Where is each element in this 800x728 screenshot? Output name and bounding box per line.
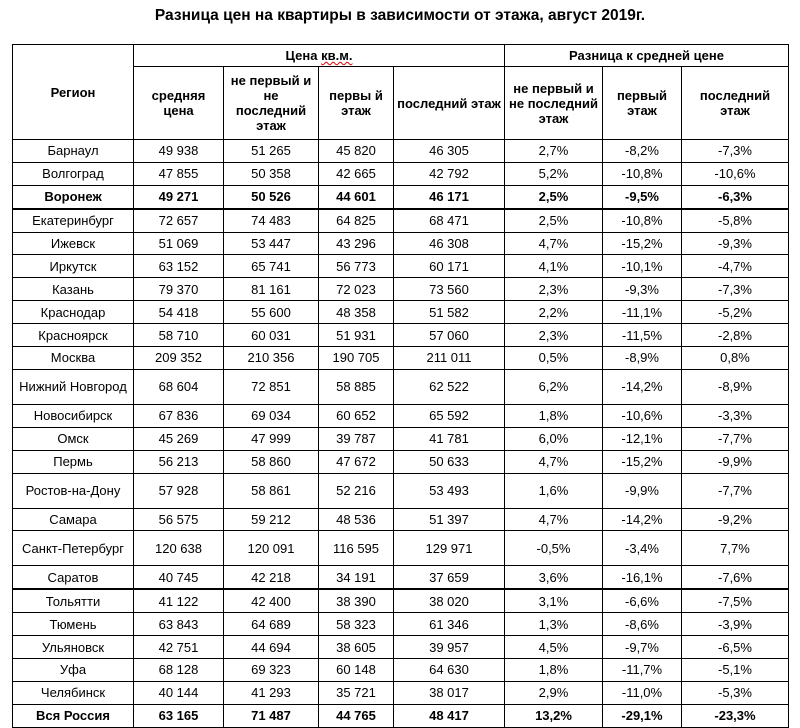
- diff-first-cell: -9,7%: [603, 636, 682, 659]
- page-title: Разница цен на квартиры в зависимости от этажа, август 2019г.: [154, 7, 646, 24]
- diff-first-cell: -8,9%: [603, 347, 682, 370]
- avg-price-cell: 63 843: [134, 613, 224, 636]
- diff-mid-cell: 2,2%: [505, 301, 603, 324]
- last-floor-price-cell: 48 417: [394, 704, 505, 727]
- diff-last-cell: -5,2%: [682, 301, 789, 324]
- diff-first-cell: -12,1%: [603, 427, 682, 450]
- diff-mid-cell: 13,2%: [505, 704, 603, 727]
- mid-floor-price-cell: 74 483: [224, 209, 319, 232]
- region-cell: Пермь: [13, 450, 134, 473]
- table-row: [13, 301, 789, 324]
- avg-price-cell: 56 213: [134, 450, 224, 473]
- diff-mid-cell: 1,8%: [505, 659, 603, 682]
- table-row: [13, 404, 789, 427]
- diff-last-cell: -8,9%: [682, 369, 789, 404]
- mid-floor-price-cell: 69 323: [224, 659, 319, 682]
- mid-floor-price-cell: 120 091: [224, 531, 319, 566]
- diff-first-cell: -6,6%: [603, 589, 682, 612]
- last-floor-price-cell: 38 020: [394, 589, 505, 612]
- first-floor-price-cell: 190 705: [319, 347, 394, 370]
- table-row: [13, 704, 789, 727]
- last-floor-price-cell: 65 592: [394, 404, 505, 427]
- first-floor-price-cell: 48 536: [319, 508, 394, 531]
- last-floor-price-cell: 41 781: [394, 427, 505, 450]
- diff-mid-cell: 3,1%: [505, 589, 603, 612]
- mid-floor-price-cell: 41 293: [224, 681, 319, 704]
- diff-first-cell: -11,5%: [603, 324, 682, 347]
- first-floor-price-cell: 47 672: [319, 450, 394, 473]
- first-floor-price-cell: 43 296: [319, 232, 394, 255]
- diff-last-cell: -7,5%: [682, 589, 789, 612]
- table-row: [13, 681, 789, 704]
- region-cell: Красноярск: [13, 324, 134, 347]
- avg-price-cell: 57 928: [134, 473, 224, 508]
- table-row: [13, 140, 789, 163]
- table-row: [13, 566, 789, 589]
- first-floor-price-cell: 45 820: [319, 140, 394, 163]
- avg-price-cell: 40 745: [134, 566, 224, 589]
- first-floor-price-cell: 56 773: [319, 255, 394, 278]
- table-row: [13, 347, 789, 370]
- diff-first-cell: -10,8%: [603, 162, 682, 185]
- diff-last-cell: -2,8%: [682, 324, 789, 347]
- avg-price-cell: 209 352: [134, 347, 224, 370]
- diff-first-cell: -29,1%: [603, 704, 682, 727]
- diff-last-cell: 0,8%: [682, 347, 789, 370]
- diff-first-cell: -14,2%: [603, 508, 682, 531]
- diff-mid-cell: 2,5%: [505, 209, 603, 232]
- diff-first-cell: -14,2%: [603, 369, 682, 404]
- table-row: [13, 278, 789, 301]
- diff-last-cell: 7,7%: [682, 531, 789, 566]
- region-cell: Москва: [13, 347, 134, 370]
- first-floor-price-cell: 64 825: [319, 209, 394, 232]
- region-cell: Вся Россия: [13, 704, 134, 727]
- last-floor-price-cell: 46 305: [394, 140, 505, 163]
- diff-first-cell: -9,3%: [603, 278, 682, 301]
- table-row: [13, 209, 789, 232]
- region-cell: Тюмень: [13, 613, 134, 636]
- avg-price-cell: 41 122: [134, 589, 224, 612]
- region-cell: Тольятти: [13, 589, 134, 612]
- diff-first-cell: -9,9%: [603, 473, 682, 508]
- avg-price-cell: 68 128: [134, 659, 224, 682]
- diff-mid-cell: 4,7%: [505, 508, 603, 531]
- avg-price-cell: 63 165: [134, 704, 224, 727]
- first-floor-price-cell: 60 148: [319, 659, 394, 682]
- first-floor-price-cell: 58 323: [319, 613, 394, 636]
- diff-last-cell: -9,3%: [682, 232, 789, 255]
- header-price-unit: кв.м.: [321, 48, 353, 63]
- avg-price-cell: 79 370: [134, 278, 224, 301]
- diff-mid-cell: 4,5%: [505, 636, 603, 659]
- diff-first-cell: -16,1%: [603, 566, 682, 589]
- region-cell: Воронеж: [13, 185, 134, 208]
- avg-price-cell: 49 938: [134, 140, 224, 163]
- table-row: [13, 636, 789, 659]
- first-floor-price-cell: 42 665: [319, 162, 394, 185]
- region-cell: Новосибирск: [13, 404, 134, 427]
- diff-mid-cell: 1,3%: [505, 613, 603, 636]
- diff-mid-cell: 1,8%: [505, 404, 603, 427]
- first-floor-price-cell: 52 216: [319, 473, 394, 508]
- diff-first-cell: -9,5%: [603, 185, 682, 208]
- last-floor-price-cell: 68 471: [394, 209, 505, 232]
- table-row: [13, 427, 789, 450]
- table-row: [13, 255, 789, 278]
- mid-floor-price-cell: 64 689: [224, 613, 319, 636]
- last-floor-price-cell: 60 171: [394, 255, 505, 278]
- last-floor-price-cell: 73 560: [394, 278, 505, 301]
- region-cell: Волгоград: [13, 162, 134, 185]
- mid-floor-price-cell: 59 212: [224, 508, 319, 531]
- first-floor-price-cell: 51 931: [319, 324, 394, 347]
- diff-mid-cell: 2,3%: [505, 324, 603, 347]
- avg-price-cell: 49 271: [134, 185, 224, 208]
- diff-first-cell: -15,2%: [603, 450, 682, 473]
- diff-first-cell: -11,0%: [603, 681, 682, 704]
- region-cell: Уфа: [13, 659, 134, 682]
- diff-mid-cell: -0,5%: [505, 531, 603, 566]
- last-floor-price-cell: 64 630: [394, 659, 505, 682]
- mid-floor-price-cell: 72 851: [224, 369, 319, 404]
- mid-floor-price-cell: 81 161: [224, 278, 319, 301]
- diff-last-cell: -5,8%: [682, 209, 789, 232]
- diff-last-cell: -3,9%: [682, 613, 789, 636]
- diff-first-cell: -3,4%: [603, 531, 682, 566]
- diff-last-cell: -7,7%: [682, 473, 789, 508]
- mid-floor-price-cell: 42 400: [224, 589, 319, 612]
- header-diff-first: первый этаж: [603, 67, 682, 140]
- diff-mid-cell: 1,6%: [505, 473, 603, 508]
- mid-floor-price-cell: 53 447: [224, 232, 319, 255]
- avg-price-cell: 67 836: [134, 404, 224, 427]
- table-row: [13, 324, 789, 347]
- mid-floor-price-cell: 210 356: [224, 347, 319, 370]
- avg-price-cell: 54 418: [134, 301, 224, 324]
- diff-last-cell: -4,7%: [682, 255, 789, 278]
- diff-mid-cell: 2,5%: [505, 185, 603, 208]
- last-floor-price-cell: 46 171: [394, 185, 505, 208]
- first-floor-price-cell: 39 787: [319, 427, 394, 450]
- avg-price-cell: 72 657: [134, 209, 224, 232]
- mid-floor-price-cell: 58 860: [224, 450, 319, 473]
- last-floor-price-cell: 39 957: [394, 636, 505, 659]
- avg-price-cell: 58 710: [134, 324, 224, 347]
- diff-last-cell: -10,6%: [682, 162, 789, 185]
- last-floor-price-cell: 50 633: [394, 450, 505, 473]
- region-cell: Ижевск: [13, 232, 134, 255]
- region-cell: Екатеринбург: [13, 209, 134, 232]
- diff-mid-cell: 2,7%: [505, 140, 603, 163]
- first-floor-price-cell: 34 191: [319, 566, 394, 589]
- last-floor-price-cell: 51 582: [394, 301, 505, 324]
- first-floor-price-cell: 116 595: [319, 531, 394, 566]
- avg-price-cell: 47 855: [134, 162, 224, 185]
- table-row: [13, 450, 789, 473]
- last-floor-price-cell: 61 346: [394, 613, 505, 636]
- region-cell: Ростов-на-Дону: [13, 473, 134, 508]
- first-floor-price-cell: 38 390: [319, 589, 394, 612]
- diff-first-cell: -10,8%: [603, 209, 682, 232]
- header-last: последний этаж: [394, 67, 505, 140]
- first-floor-price-cell: 35 721: [319, 681, 394, 704]
- diff-first-cell: -10,1%: [603, 255, 682, 278]
- avg-price-cell: 42 751: [134, 636, 224, 659]
- region-cell: Омск: [13, 427, 134, 450]
- first-floor-price-cell: 44 765: [319, 704, 394, 727]
- last-floor-price-cell: 62 522: [394, 369, 505, 404]
- diff-mid-cell: 2,9%: [505, 681, 603, 704]
- table-row: [13, 531, 789, 566]
- diff-first-cell: -11,1%: [603, 301, 682, 324]
- header-price-label: Цена: [285, 48, 322, 63]
- header-mid: не первый и не последний этаж: [224, 67, 319, 140]
- avg-price-cell: 40 144: [134, 681, 224, 704]
- price-table: [12, 44, 789, 728]
- header-diff-group: Разница к средней цене: [505, 45, 789, 67]
- diff-last-cell: -5,3%: [682, 681, 789, 704]
- mid-floor-price-cell: 47 999: [224, 427, 319, 450]
- table-row: [13, 508, 789, 531]
- mid-floor-price-cell: 58 861: [224, 473, 319, 508]
- diff-last-cell: -7,3%: [682, 278, 789, 301]
- table-row: [13, 185, 789, 208]
- last-floor-price-cell: 129 971: [394, 531, 505, 566]
- avg-price-cell: 68 604: [134, 369, 224, 404]
- header-diff-mid: не первый и не последний этаж: [505, 67, 603, 140]
- table-row: [13, 232, 789, 255]
- header-region: Регион: [13, 45, 134, 140]
- diff-last-cell: -9,9%: [682, 450, 789, 473]
- first-floor-price-cell: 60 652: [319, 404, 394, 427]
- diff-last-cell: -7,6%: [682, 566, 789, 589]
- last-floor-price-cell: 38 017: [394, 681, 505, 704]
- region-cell: Санкт-Петербург: [13, 531, 134, 566]
- last-floor-price-cell: 51 397: [394, 508, 505, 531]
- region-cell: Нижний Новгород: [13, 369, 134, 404]
- table-row: [13, 659, 789, 682]
- diff-first-cell: -8,6%: [603, 613, 682, 636]
- region-cell: Барнаул: [13, 140, 134, 163]
- header-first: первы й этаж: [319, 67, 394, 140]
- diff-mid-cell: 4,7%: [505, 232, 603, 255]
- region-cell: Челябинск: [13, 681, 134, 704]
- region-cell: Самара: [13, 508, 134, 531]
- first-floor-price-cell: 38 605: [319, 636, 394, 659]
- diff-last-cell: -6,3%: [682, 185, 789, 208]
- mid-floor-price-cell: 44 694: [224, 636, 319, 659]
- diff-last-cell: -7,7%: [682, 427, 789, 450]
- diff-mid-cell: 4,7%: [505, 450, 603, 473]
- region-cell: Иркутск: [13, 255, 134, 278]
- table-row: [13, 369, 789, 404]
- mid-floor-price-cell: 51 265: [224, 140, 319, 163]
- mid-floor-price-cell: 50 358: [224, 162, 319, 185]
- diff-mid-cell: 0,5%: [505, 347, 603, 370]
- diff-mid-cell: 4,1%: [505, 255, 603, 278]
- region-cell: Ульяновск: [13, 636, 134, 659]
- diff-first-cell: -15,2%: [603, 232, 682, 255]
- avg-price-cell: 63 152: [134, 255, 224, 278]
- header-avg: средняя цена: [134, 67, 224, 140]
- first-floor-price-cell: 72 023: [319, 278, 394, 301]
- diff-last-cell: -23,3%: [682, 704, 789, 727]
- first-floor-price-cell: 48 358: [319, 301, 394, 324]
- avg-price-cell: 51 069: [134, 232, 224, 255]
- region-cell: Краснодар: [13, 301, 134, 324]
- last-floor-price-cell: 37 659: [394, 566, 505, 589]
- diff-mid-cell: 3,6%: [505, 566, 603, 589]
- diff-mid-cell: 6,0%: [505, 427, 603, 450]
- table-row: [13, 473, 789, 508]
- last-floor-price-cell: 211 011: [394, 347, 505, 370]
- diff-first-cell: -11,7%: [603, 659, 682, 682]
- diff-mid-cell: 2,3%: [505, 278, 603, 301]
- avg-price-cell: 45 269: [134, 427, 224, 450]
- diff-last-cell: -7,3%: [682, 140, 789, 163]
- region-cell: Саратов: [13, 566, 134, 589]
- last-floor-price-cell: 42 792: [394, 162, 505, 185]
- header-diff-last: последний этаж: [682, 67, 789, 140]
- mid-floor-price-cell: 69 034: [224, 404, 319, 427]
- diff-mid-cell: 6,2%: [505, 369, 603, 404]
- diff-mid-cell: 5,2%: [505, 162, 603, 185]
- mid-floor-price-cell: 50 526: [224, 185, 319, 208]
- mid-floor-price-cell: 42 218: [224, 566, 319, 589]
- table-body: [13, 140, 789, 728]
- last-floor-price-cell: 53 493: [394, 473, 505, 508]
- mid-floor-price-cell: 55 600: [224, 301, 319, 324]
- avg-price-cell: 56 575: [134, 508, 224, 531]
- diff-first-cell: -8,2%: [603, 140, 682, 163]
- first-floor-price-cell: 58 885: [319, 369, 394, 404]
- table-row: [13, 589, 789, 612]
- mid-floor-price-cell: 65 741: [224, 255, 319, 278]
- mid-floor-price-cell: 60 031: [224, 324, 319, 347]
- diff-last-cell: -9,2%: [682, 508, 789, 531]
- mid-floor-price-cell: 71 487: [224, 704, 319, 727]
- avg-price-cell: 120 638: [134, 531, 224, 566]
- header-price-group: [134, 45, 505, 67]
- diff-last-cell: -6,5%: [682, 636, 789, 659]
- last-floor-price-cell: 46 308: [394, 232, 505, 255]
- diff-first-cell: -10,6%: [603, 404, 682, 427]
- last-floor-price-cell: 57 060: [394, 324, 505, 347]
- first-floor-price-cell: 44 601: [319, 185, 394, 208]
- region-cell: Казань: [13, 278, 134, 301]
- diff-last-cell: -5,1%: [682, 659, 789, 682]
- table-row: [13, 162, 789, 185]
- table-row: [13, 613, 789, 636]
- header-group-row: [13, 45, 789, 67]
- diff-last-cell: -3,3%: [682, 404, 789, 427]
